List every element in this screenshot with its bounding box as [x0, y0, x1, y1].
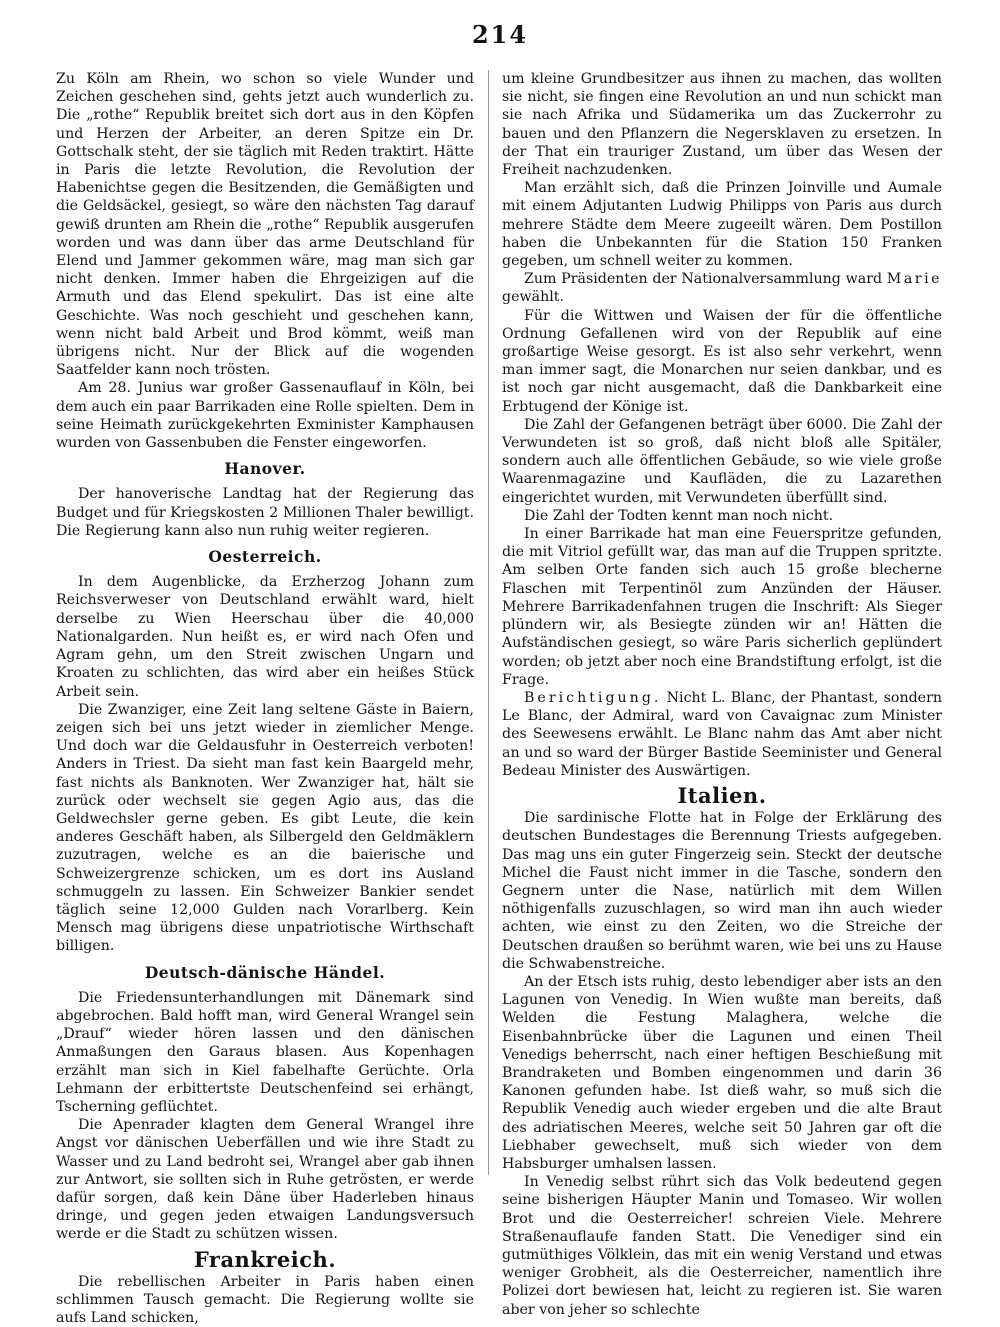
paragraph-flotte: Die sardinische Flotte hat in Folge der Erklärung des deutschen Bundestages die Berennung Triests aufgegeben. Das mag uns ein guter Fingerzeig sein. Steckt der deutsche Michel die Faust nicht immer in die Tasche, sondern den Gegnern unter die Nase, natürlich mit dem Willen nöthigenfalls zuzuschlagen, so wird man ihn auch wieder achten, wie einst zu den Zeiten, wo die Streiche der Deutschen draußen so berühmt waren, wie bei uns zu Hause die Schwabenstreiche.	[502, 810, 942, 972]
praesident-text: Zum Präsidenten der Nationalversammlung ward	[524, 271, 887, 288]
paragraph-grundbesitzer: um kleine Grundbesitzer aus ihnen zu machen, das wollten sie nicht, sie fingen eine Revolution an und nun schickt man sie nach Afrika und Südamerika um das Zuckerrohr zu bauen und den Pflanzern die Negersklaven zu ersetzen. In der That ein trauriger Zustand, um über das Wesen der Freiheit nachzudenken.	[502, 71, 942, 179]
paragraph-gefangene: Die Zahl der Gefangenen beträgt über 6000. Die Zahl der Verwundeten ist so groß, daß nicht bloß alle Spitäler, sondern auch alle öffentlichen Gebäude, so wie viele große Waarenmagazine und Kaufläden, die zu Lazarethen eingerichtet wurden, mit Verwundeten überfüllt sind.	[502, 416, 942, 506]
right-column	[502, 70, 942, 1318]
paragraph-koeln: Zu Köln am Rhein, wo schon so viele Wunder und Zeichen geschehen sind, gehts jetzt auch wunderlich zu. Die „rothe“ Republik breitet sich dort aus in den Köpfen und Herzen der Arbeiter, an deren Spitze ein Dr. Gottschalk steht, der sie täglich mit Reden traktirt. Hätte in Paris die letzte Revolution, die Revolution der Habenichtse gegen die Besitzenden, die Gemäßigten und die Geldsäckel, gesiegt, so wäre den nächsten Tag darauf gewiß drunten am Rhein die „rothe“ Republik ausgerufen worden und was dann über das arme Deutschland für Elend und Jammer gekommen wäre, mag man sich gar nicht denken. Immer haben die Ehrgeizigen auf die Armuth und das Elend spekulirt. Das ist eine alte Geschichte. Was noch geschieht und geschehen kann, wenn nicht bald Arbeit und Brod kömmt, weiß man übrigens nicht. Nur der Blick auf die wogenden Saatfelder kann noch trösten.	[56, 71, 474, 379]
praesident-name: Marie	[886, 271, 942, 288]
paragraph-todten: Die Zahl der Todten kennt man noch nicht.	[524, 507, 834, 524]
heading-deutsch-daenisch: Deutsch-dänische Händel.	[144, 962, 386, 982]
paragraph-friedensunterhandlungen: Die Friedensunterhandlungen mit Dänemark sind abgebrochen. Bald hofft man, wird General Wrangel sein „Drauf“ wieder hören lassen und den dänischen Anmaßungen den Garaus blasen. Aus Kopenhagen erzählt man sich in Kiel fabelhafte Gerüchte. Orla Lehmann der erbittertste Deutschenfeind sei erhängt, Tscherning geflüchtet.	[56, 989, 474, 1115]
left-column	[56, 70, 474, 1327]
column-divider	[488, 70, 489, 1175]
paragraph-barrikade: In einer Barrikade hat man eine Feuerspritze gefunden, die mit Vitriol gefüllt war, das man auf die Truppen spritzte. Am selben Orte fanden sich auch 15 große blecherne Flaschen mit Terpentinöl zum Anzünden der Häuser. Mehrere Barrikadenfahnen trugen die Inschrift: Als Sieger plündern wir, als Besiegte zünden wir an! Hätten die Aufständischen gesiegt, so wäre Paris sicherlich geplündert worden; ob jetzt aber noch eine Brandstiftung erfolgt, ist die Frage.	[502, 526, 942, 688]
paragraph-apenrader: Die Apenrader klagten dem General Wrangel ihre Angst vor dänischen Ueberfällen und wie ihre Stadt zu Wasser und zu Land bedroht sei, Wrangel aber gab ihnen zur Antwort, sie sollten sich in Ruhe getrösten, er werde dafür sorgen, daß kein Däne über Haderleben hinaus dringe, und gegen jeden etwaigen Landungsversuch werde er die Stadt zu schützen wissen.	[56, 1117, 474, 1243]
paragraph-koeln-junius: Am 28. Junius war großer Gassenauflauf in Köln, bei dem auch ein paar Barrikaden eine Rolle spielten. Dem in seine Heimath zurückgekehrten Exminister Kamphausen wurden von Gassenbuben die Fenster eingeworfen.	[56, 380, 474, 452]
heading-italien: Italien.	[677, 782, 767, 808]
paragraph-zwanziger: Die Zwanziger, eine Zeit lang seltene Gäste in Baiern, zeigen sich bei uns jetzt wieder in ziemlicher Menge. Und doch war die Geldausfuhr in Oesterreich verboten! Anders in Triest. Da sieht man fast kein Baargeld mehr, fast nichts als Banknoten. Wer Zwanziger hat, hält sie zurück oder wechselt sie gegen Agio aus, das die Geldwechsler gerne geben. Es gibt Leute, die kein anderes Geschäft haben, als Silbergeld den Geldmäklern zuzutragen, welche es an die baierische und Schweizergrenze schicken, um es dort ins Ausland schmuggeln zu lassen. Ein Schweizer Bankier sendet täglich seine 12,000 Gulden nach Vorarlberg. Kein Mensch mag übrigens diese unpatriotische Wirthschaft billigen.	[56, 701, 474, 955]
heading-frankreich: Frankreich.	[193, 1246, 337, 1272]
paragraph-hanover: Der hanoverische Landtag hat der Regierung das Budget und für Kriegskosten 2 Millionen Thaler bewilligt. Die Regierung kann also nun ruhig weiter regieren.	[56, 486, 474, 539]
heading-oesterreich: Oesterreich.	[208, 547, 322, 567]
paragraph-wittwen: Für die Wittwen und Waisen der für die öffentliche Ordnung Gefallenen wird von der Republik auf eine großartige Weise gesorgt. Es ist also sehr verkehrt, wenn man immer sagt, die Monarchen nur seien dankbar, und es ist noch gar nicht ausgemacht, daß die Dankbarkeit eine Erbtugend der Könige ist.	[502, 307, 942, 415]
paragraph-venedig: In Venedig selbst rührt sich das Volk bedeutend gegen seine bisherigen Häupter Manin und Tomaseo. Wir wollen Brot und die Oesterreicher! schreien Viele. Mehrere Straßenauflaufe fanden Statt. Die Venediger sind ein gutmüthiges Völklein, das mit ein wenig Verstand und etwas weniger Grobheit, als die Oesterreicher, namentlich ihre Polizei dort bewiesen hat, leicht zu regieren ist. Sie waren aber von jeher so schlechte	[502, 1174, 942, 1318]
page-number: 214	[471, 20, 529, 49]
paragraph-reichsverweser: In dem Augenblicke, da Erzherzog Johann zum Reichsverweser von Deutschland erwählt ward, hielt derselbe zu Wien Heerschau über die 40,000 Nationalgarden. Nun heißt es, er wird nach Ofen und Agram gehn, um den Streit zwischen Ungarn und Kroaten zu schlichten, das wird aber ein heißes Stück Arbeit sein.	[56, 574, 474, 700]
paragraph-etsch: An der Etsch ists ruhig, desto lebendiger aber ists an den Lagunen von Venedig. In Wien wußte man bereits, daß Welden die Festung Malaghera, welche die Eisenbahnbrücke über die Lagunen und einen Theil Venedigs beherrscht, nach einer heftigen Beschießung mit Brandraketen und Bomben eingenommen und darin 36 Kanonen gefunden habe. Ist dieß wahr, so muß sich die Republik Venedig auch wieder ergeben und die alte Braut des adriatischen Meeres, welche seit 50 Jahren gar oft die Liebhaber gewechselt, muß sich wieder von dem Habsburger umhalsen lassen.	[502, 973, 942, 1172]
paragraph-arbeiter-paris: Die rebellischen Arbeiter in Paris haben einen schlimmen Tausch gemacht. Die Regierung wollte sie aufs Land schicken,	[56, 1273, 474, 1327]
berichtigung-label: Berichtigung.	[524, 689, 662, 706]
praesident-text-end: gewählt.	[502, 289, 564, 306]
paragraph-prinzen: Man erzählt sich, daß die Prinzen Joinville und Aumale mit einem Adjutanten Ludwig Philipps von Paris aus durch mehrere Städte dem Meere zugeeilt wären. Dem Postillon haben die Unbekannten für die Station 150 Franken gegeben, um schnell weiter zu kommen.	[502, 180, 942, 270]
paragraph-praesident	[502, 270, 942, 306]
berichtigung-text: Nicht L. Blanc, der Phantast, sondern Le Blanc, der Admiral, ward von Cavaignac zum Minister des Seewesens erwählt. Le Blanc nahm das Amt aber nicht an und so ward der Bürger Bastide Seeminister und General Bedeau Minister des Auswärtigen.	[502, 689, 942, 779]
paragraph-berichtigung	[502, 689, 942, 780]
heading-hanover: Hanover.	[224, 459, 306, 479]
